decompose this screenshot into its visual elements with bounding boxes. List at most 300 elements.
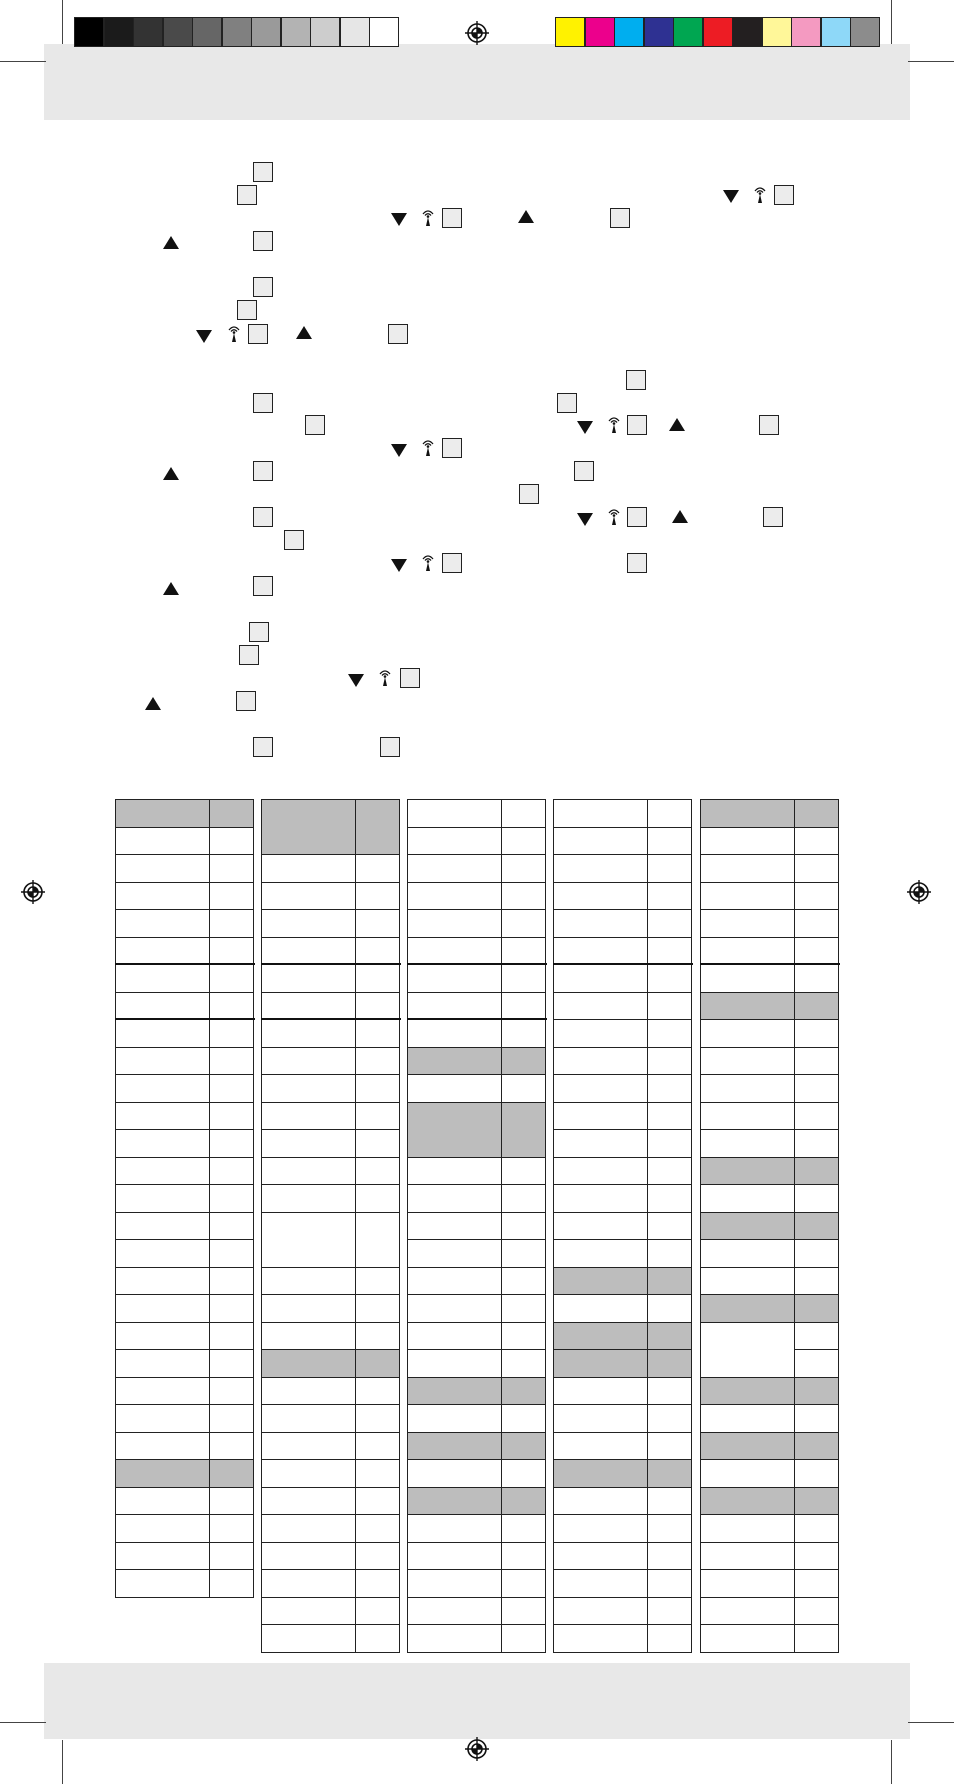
table-cell [553, 937, 648, 966]
table-cell [794, 992, 839, 1021]
table-cell [501, 1157, 546, 1186]
table-separator [407, 963, 547, 965]
key-box-icon [763, 507, 783, 527]
grayscale-swatch [251, 17, 281, 47]
color-swatch [732, 17, 762, 47]
table-cell [794, 1102, 839, 1131]
grayscale-swatch [281, 17, 311, 47]
table-cell [647, 1294, 692, 1323]
table-cell [407, 1047, 502, 1076]
table-cell [700, 1404, 795, 1433]
key-box-icon [248, 324, 268, 344]
table-cell [794, 1019, 839, 1048]
table-cell [209, 1487, 254, 1516]
color-swatch [585, 17, 615, 47]
table-cell [794, 1542, 839, 1571]
table-cell [553, 1047, 648, 1076]
table-cell [501, 909, 546, 938]
table-cell [209, 992, 254, 1021]
registration-mark-icon [465, 21, 489, 45]
table-cell [355, 1212, 400, 1268]
table-cell [700, 1239, 795, 1268]
color-swatch [850, 17, 880, 47]
table-cell [794, 1047, 839, 1076]
table-cell [407, 1432, 502, 1461]
table-cell [355, 1102, 400, 1131]
table-cell [501, 964, 546, 993]
triangle-up-icon [296, 326, 312, 339]
table-cell [115, 1047, 210, 1076]
table-cell [407, 1487, 502, 1516]
table-cell [553, 1349, 648, 1378]
table-cell [209, 1322, 254, 1351]
table-cell [407, 1542, 502, 1571]
table-cell [647, 1432, 692, 1461]
table-cell [647, 1157, 692, 1186]
table-cell [355, 1047, 400, 1076]
key-box-icon [237, 185, 257, 205]
table-cell [355, 1569, 400, 1598]
grayscale-swatch [104, 17, 134, 47]
table-separator [261, 1018, 401, 1020]
table-cell [355, 937, 400, 966]
antenna-icon [607, 416, 621, 434]
table-cell [553, 1294, 648, 1323]
key-box-icon [253, 461, 273, 481]
key-box-icon [388, 324, 408, 344]
table-cell [209, 1514, 254, 1543]
registration-mark-icon [465, 1737, 489, 1761]
table-cell [209, 1074, 254, 1103]
table-cell [501, 1459, 546, 1488]
triangle-down-icon [391, 213, 407, 226]
table-cell [553, 1377, 648, 1406]
key-box-icon [400, 668, 420, 688]
table-cell [115, 1019, 210, 1048]
table-cell [553, 1432, 648, 1461]
table-cell [209, 1569, 254, 1598]
antenna-icon [753, 186, 767, 204]
table-cell [501, 1597, 546, 1626]
table-cell [553, 1267, 648, 1296]
table-cell [407, 799, 502, 828]
table-cell [501, 827, 546, 856]
table-cell [115, 992, 210, 1021]
grayscale-swatch [74, 17, 104, 47]
table-cell [700, 1569, 795, 1598]
table-cell [407, 1377, 502, 1406]
key-box-icon [774, 185, 794, 205]
table-cell [261, 1377, 356, 1406]
table-cell [407, 1019, 502, 1048]
key-box-icon [574, 461, 594, 481]
table-cell [407, 1349, 502, 1378]
table-cell [209, 882, 254, 911]
table-cell [355, 882, 400, 911]
table-cell [553, 1597, 648, 1626]
table-cell [553, 854, 648, 883]
grayscale-swatch [340, 17, 370, 47]
table-cell [501, 1624, 546, 1653]
antenna-icon [421, 209, 435, 227]
table-cell [647, 1487, 692, 1516]
table-cell [407, 937, 502, 966]
table-cell [700, 1157, 795, 1186]
table-separator [407, 1018, 547, 1020]
table-cell [794, 1074, 839, 1103]
table-cell [209, 1294, 254, 1323]
key-box-icon [442, 438, 462, 458]
table-cell [553, 1542, 648, 1571]
table-cell [553, 1459, 648, 1488]
table-cell [115, 1349, 210, 1378]
table-cell [209, 1129, 254, 1158]
table-cell [647, 1239, 692, 1268]
table-cell [407, 1404, 502, 1433]
table-cell [553, 1212, 648, 1241]
table-cell [261, 1404, 356, 1433]
table-cell [407, 1624, 502, 1653]
table-cell [700, 992, 795, 1021]
table-cell [115, 1569, 210, 1598]
table-cell [355, 1322, 400, 1351]
grayscale-swatch [369, 17, 399, 47]
triangle-down-icon [723, 190, 739, 203]
table-cell [209, 1019, 254, 1048]
table-cell [794, 1514, 839, 1543]
table-cell [700, 1047, 795, 1076]
table-cell [553, 1569, 648, 1598]
key-box-icon [253, 393, 273, 413]
table-cell [647, 1542, 692, 1571]
table-cell [501, 1432, 546, 1461]
table-cell [261, 1514, 356, 1543]
color-swatch [673, 17, 703, 47]
grayscale-swatch [222, 17, 252, 47]
grayscale-swatch [310, 17, 340, 47]
key-box-icon [442, 553, 462, 573]
table-cell [407, 1157, 502, 1186]
antenna-icon [378, 669, 392, 687]
antenna-icon [421, 554, 435, 572]
table-cell [355, 1184, 400, 1213]
table-cell [209, 854, 254, 883]
table-cell [209, 799, 254, 828]
table-cell [501, 1322, 546, 1351]
table-cell [261, 937, 356, 966]
table-cell [794, 882, 839, 911]
table-cell [115, 1404, 210, 1433]
table-cell [407, 1102, 502, 1158]
table-cell [700, 799, 795, 828]
table-cell [261, 1322, 356, 1351]
table-cell [355, 964, 400, 993]
key-box-icon [626, 370, 646, 390]
table-cell [115, 1459, 210, 1488]
table-cell [261, 1019, 356, 1048]
table-cell [261, 1542, 356, 1571]
table-cell [115, 799, 210, 828]
triangle-up-icon [163, 467, 179, 480]
table-cell [700, 909, 795, 938]
table-cell [115, 1487, 210, 1516]
table-cell [553, 1102, 648, 1131]
table-cell [794, 1157, 839, 1186]
table-cell [700, 1597, 795, 1626]
table-separator [553, 963, 693, 965]
table-cell [261, 1184, 356, 1213]
table-cell [647, 1569, 692, 1598]
table-cell [209, 1542, 254, 1571]
table-cell [261, 1569, 356, 1598]
table-cell [700, 1019, 795, 1048]
table-cell [261, 1432, 356, 1461]
table-cell [647, 1624, 692, 1653]
table-cell [501, 799, 546, 828]
key-box-icon [305, 415, 325, 435]
table-cell [209, 1404, 254, 1433]
table-cell [407, 964, 502, 993]
table-cell [647, 1597, 692, 1626]
table-cell [355, 1624, 400, 1653]
table-cell [700, 937, 795, 966]
table-cell [794, 909, 839, 938]
table-cell [407, 1267, 502, 1296]
table-cell [647, 1349, 692, 1378]
table-cell [794, 1349, 839, 1378]
table-cell [700, 1074, 795, 1103]
table-cell [261, 1487, 356, 1516]
table-cell [647, 1019, 692, 1048]
table-cell [647, 1514, 692, 1543]
triangle-up-icon [145, 697, 161, 710]
table-cell [700, 1184, 795, 1213]
table-cell [501, 1267, 546, 1296]
table-cell [115, 1377, 210, 1406]
table-cell [501, 1404, 546, 1433]
table-cell [407, 1184, 502, 1213]
key-box-icon [237, 300, 257, 320]
table-cell [700, 1459, 795, 1488]
table-cell [501, 1074, 546, 1103]
table-cell [209, 1239, 254, 1268]
table-cell [355, 1432, 400, 1461]
table-cell [209, 1349, 254, 1378]
table-cell [115, 937, 210, 966]
table-cell [261, 1597, 356, 1626]
table-cell [501, 992, 546, 1021]
table-cell [115, 1129, 210, 1158]
table-cell [553, 1184, 648, 1213]
table-cell [407, 1239, 502, 1268]
table-cell [209, 827, 254, 856]
table-cell [261, 1129, 356, 1158]
color-swatch [762, 17, 792, 47]
table-cell [407, 1459, 502, 1488]
table-cell [209, 1212, 254, 1241]
table-cell [553, 1404, 648, 1433]
table-cell [261, 992, 356, 1021]
table-cell [115, 1267, 210, 1296]
table-cell [501, 1019, 546, 1048]
table-cell [209, 1432, 254, 1461]
table-cell [355, 1074, 400, 1103]
color-swatch [644, 17, 674, 47]
table-cell [407, 1322, 502, 1351]
table-separator [115, 1018, 255, 1020]
table-cell [261, 1102, 356, 1131]
table-cell [700, 1377, 795, 1406]
key-box-icon [557, 393, 577, 413]
table-cell [794, 854, 839, 883]
table-cell [700, 1322, 795, 1378]
table-cell [794, 1459, 839, 1488]
table-cell [355, 1404, 400, 1433]
table-cell [261, 909, 356, 938]
table-cell [407, 854, 502, 883]
triangle-up-icon [163, 236, 179, 249]
table-cell [647, 1377, 692, 1406]
table-cell [261, 1294, 356, 1323]
table-cell [794, 1432, 839, 1461]
table-cell [355, 1459, 400, 1488]
triangle-down-icon [196, 330, 212, 343]
table-cell [261, 1047, 356, 1076]
table-cell [794, 1294, 839, 1323]
table-cell [407, 909, 502, 938]
table-cell [407, 1074, 502, 1103]
table-cell [407, 882, 502, 911]
table-cell [700, 1432, 795, 1461]
table-cell [115, 1074, 210, 1103]
table-cell [355, 799, 400, 855]
table-cell [355, 1019, 400, 1048]
table-cell [115, 909, 210, 938]
table-cell [407, 827, 502, 856]
triangle-up-icon [672, 510, 688, 523]
color-swatch [703, 17, 733, 47]
key-box-icon [249, 622, 269, 642]
table-cell [115, 1184, 210, 1213]
key-box-icon [380, 737, 400, 757]
table-cell [115, 1542, 210, 1571]
table-cell [355, 1129, 400, 1158]
table-cell [794, 1569, 839, 1598]
table-cell [115, 1157, 210, 1186]
table-cell [501, 1047, 546, 1076]
table-cell [407, 1569, 502, 1598]
table-cell [647, 1129, 692, 1158]
table-cell [501, 1349, 546, 1378]
table-cell [647, 992, 692, 1021]
table-cell [209, 1377, 254, 1406]
table-cell [115, 964, 210, 993]
table-cell [209, 1102, 254, 1131]
table-cell [209, 1184, 254, 1213]
table-cell [407, 1294, 502, 1323]
table-cell [261, 1349, 356, 1378]
table-cell [407, 992, 502, 1021]
color-swatch [821, 17, 851, 47]
table-cell [700, 827, 795, 856]
header-band [44, 44, 910, 120]
table-cell [115, 1432, 210, 1461]
table-cell [115, 1322, 210, 1351]
table-cell [355, 1514, 400, 1543]
table-cell [355, 1487, 400, 1516]
table-cell [647, 854, 692, 883]
table-cell [355, 1377, 400, 1406]
antenna-icon [227, 325, 241, 343]
table-cell [647, 882, 692, 911]
table-cell [794, 827, 839, 856]
table-cell [501, 937, 546, 966]
table-cell [209, 937, 254, 966]
triangle-down-icon [348, 674, 364, 687]
table-cell [794, 1129, 839, 1158]
table-cell [501, 1514, 546, 1543]
table-cell [647, 1074, 692, 1103]
key-box-icon [627, 553, 647, 573]
table-cell [647, 799, 692, 828]
triangle-up-icon [518, 210, 534, 223]
table-cell [700, 1514, 795, 1543]
table-cell [647, 909, 692, 938]
table-cell [501, 1542, 546, 1571]
table-cell [209, 1267, 254, 1296]
table-cell [261, 799, 356, 855]
table-cell [647, 1322, 692, 1351]
grayscale-swatch [133, 17, 163, 47]
table-cell [553, 1019, 648, 1048]
table-cell [794, 1239, 839, 1268]
table-cell [501, 1102, 546, 1158]
table-cell [261, 854, 356, 883]
table-cell [407, 1514, 502, 1543]
table-cell [647, 937, 692, 966]
table-cell [553, 992, 648, 1021]
table-cell [501, 1294, 546, 1323]
table-cell [794, 1404, 839, 1433]
key-box-icon [627, 415, 647, 435]
table-cell [700, 1129, 795, 1158]
table-cell [700, 1624, 795, 1653]
table-separator [115, 963, 255, 965]
table-cell [209, 1047, 254, 1076]
table-cell [553, 1624, 648, 1653]
table-cell [501, 1487, 546, 1516]
table-cell [407, 1212, 502, 1241]
triangle-down-icon [391, 444, 407, 457]
table-cell [115, 1514, 210, 1543]
table-cell [794, 1267, 839, 1296]
triangle-down-icon [577, 421, 593, 434]
table-cell [261, 1074, 356, 1103]
table-cell [261, 1157, 356, 1186]
table-cell [647, 1404, 692, 1433]
registration-mark-icon [907, 880, 931, 904]
color-swatch [614, 17, 644, 47]
table-cell [501, 1184, 546, 1213]
table-cell [115, 854, 210, 883]
footer-band [44, 1663, 910, 1739]
table-cell [700, 1267, 795, 1296]
table-cell [647, 1267, 692, 1296]
key-box-icon [519, 484, 539, 504]
grayscale-swatch [163, 17, 193, 47]
table-cell [647, 1459, 692, 1488]
key-box-icon [253, 162, 273, 182]
